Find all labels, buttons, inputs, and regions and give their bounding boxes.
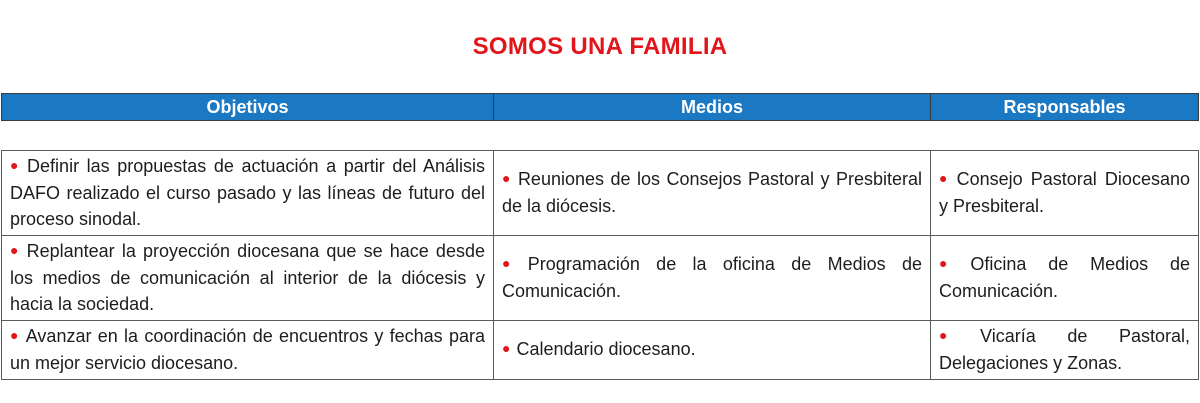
bullet-icon: ● [939,170,951,186]
medio-text: Reuniones de los Consejos Pastoral y Presbiteral de la diócesis. [502,169,922,216]
table-row [2,321,1199,380]
cell-medio [494,321,931,380]
cell-medio [494,151,931,236]
cell-objetivo [2,236,494,321]
page-title: SOMOS UNA FAMILIA [472,33,728,60]
header-medios: Medios [494,94,931,121]
header-responsables: Responsables [931,94,1199,121]
cell-objetivo [2,151,494,236]
objetivo-text: Replantear la proyección diocesana que se hace desde los medios de comunicación al interior de la diócesis y hacia la sociedad. [10,241,485,314]
table-row [2,151,1199,236]
bullet-icon: ● [502,255,522,271]
responsable-text: Oficina de Medios de Comunicación. [939,254,1190,301]
bullet-icon: ● [502,170,512,186]
cell-responsable [931,236,1199,321]
bullet-icon: ● [939,327,975,343]
bullet-icon: ● [939,255,965,271]
responsable-text: Vicaría de Pastoral, Delegaciones y Zonas. [939,326,1190,373]
objetivo-text: Definir las propuestas de actuación a partir del Análisis DAFO realizado el curso pasado y las líneas de futuro del proceso sinodal. [10,156,485,229]
objetivo-text: Avanzar en la coordinación de encuentros y fechas para un mejor servicio diocesano. [10,326,485,373]
cell-medio [494,236,931,321]
table-header [1,93,1199,121]
responsable-text: Consejo Pastoral Diocesano y Presbiteral. [939,169,1190,216]
bullet-icon: ● [10,157,22,173]
cell-responsable [931,151,1199,236]
objectives-table [1,150,1199,380]
bullet-icon: ● [502,340,511,356]
bullet-icon: ● [10,242,21,258]
table-row [2,236,1199,321]
medio-text: Calendario diocesano. [516,339,696,359]
header-objetivos: Objetivos [2,94,494,121]
medio-text: Programación de la oficina de Medios de Comunicación. [502,254,922,301]
cell-responsable [931,321,1199,380]
cell-objetivo [2,321,494,380]
bullet-icon: ● [10,327,20,343]
